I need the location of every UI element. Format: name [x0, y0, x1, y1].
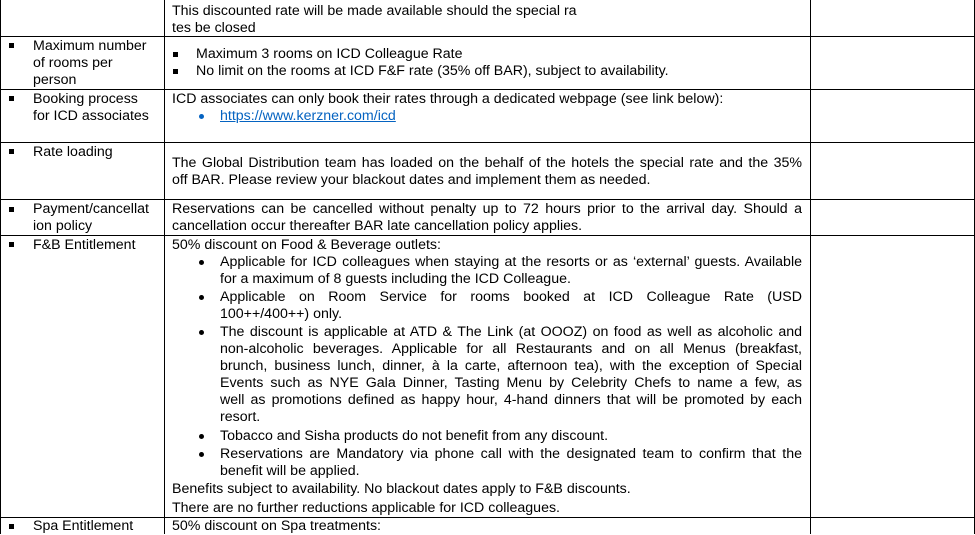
bullet-icon [9, 43, 14, 48]
row-label-line: of rooms per [33, 55, 113, 71]
list-item-line: brunch, business lunch, dinner, à la carte, afternoon tea), with the exception of Special [220, 358, 802, 374]
bullet-icon [199, 330, 204, 335]
row-divider [0, 199, 975, 200]
list-item-line: 100++/400++) only. [220, 306, 343, 322]
kerzner-icd-link[interactable]: https://www.kerzner.com/icd [220, 108, 396, 124]
bullet-icon [9, 149, 14, 154]
cell-text-line: Reservations can be cancelled without penalty up to 72 hours prior to the arrival day. Should a [172, 201, 802, 217]
cell-text-line: The Global Distribution team has loaded on the behalf of the hotels the special rate and the 35% [172, 155, 802, 171]
cell-footer-line: Benefits subject to availability. No blackout dates apply to F&B discounts. [172, 481, 631, 497]
row-divider [0, 89, 975, 90]
row-label: Rate loading [33, 144, 113, 160]
row-label-line: Payment/cancellat [33, 201, 149, 217]
row-label-line: ion policy [33, 218, 93, 234]
list-item-line: The discount is applicable at ATD & The Link (at OOOZ) on food as well as alcoholic and [220, 324, 802, 340]
row-label: Spa Entitlement [33, 518, 134, 534]
cell-footer-line: There are no further reductions applicable for ICD colleagues. [172, 500, 561, 516]
row-divider [0, 142, 975, 143]
bullet-icon [199, 260, 204, 265]
list-item-line: Events such as NYE Gala Dinner, Tasting Menu by Celebrity Chefs to name a few, as [220, 375, 802, 391]
list-item: Maximum 3 rooms on ICD Colleague Rate [196, 46, 463, 62]
bullet-icon [199, 452, 204, 457]
cell-text-line: cancellation occur thereafter BAR late cancellation policy applies. [172, 218, 583, 234]
row-label-line: Booking process [33, 91, 138, 107]
row-label-line: Maximum number [33, 38, 147, 54]
bullet-icon [199, 295, 204, 300]
column-divider-notes [810, 0, 811, 534]
bullet-icon [9, 524, 14, 529]
cell-text: ICD associates can only book their rates through a dedicated webpage (see link below): [172, 91, 724, 107]
column-divider-label [164, 0, 165, 534]
cell-text-line: This discounted rate will be made available should the special ra [172, 3, 577, 19]
bullet-icon [199, 434, 204, 439]
row-label-line: person [33, 72, 77, 88]
list-item-line: Reservations are Mandatory via phone call with the designated team to confirm that the [220, 446, 802, 462]
bullet-icon [9, 96, 14, 101]
link-bullet-icon [199, 114, 204, 119]
list-item: No limit on the rooms at ICD F&F rate (35% off BAR), subject to availability. [196, 63, 669, 79]
list-item-line: Applicable on Room Service for rooms booked at ICD Colleague Rate (USD [220, 289, 802, 305]
list-item-line: resort. [220, 409, 261, 425]
cell-text: 50% discount on Spa treatments: [172, 518, 381, 534]
list-item-line: Applicable for ICD colleagues when staying at the resorts or as ‘external’ guests. Available [220, 254, 802, 270]
bullet-icon [173, 52, 178, 57]
cell-text-line: tes be closed [172, 20, 256, 36]
row-divider [0, 36, 975, 37]
bullet-icon [9, 207, 14, 212]
table-border-left [0, 0, 1, 534]
list-item-line: benefit will be applied. [220, 463, 360, 479]
cell-text-line: off BAR. Please review your blackout dates and implement them as needed. [172, 172, 651, 188]
list-item-line: for a maximum of 8 guests including the ICD Colleague. [220, 271, 571, 287]
bullet-icon [173, 69, 178, 74]
cell-intro: 50% discount on Food & Beverage outlets: [172, 237, 441, 253]
list-item-line: non-alcoholic beverages. Applicable for all Restaurants and on all Menus (breakfast, [220, 341, 802, 357]
bullet-icon [9, 242, 14, 247]
list-item-line: Tobacco and Sisha products do not benefit from any discount. [220, 428, 609, 444]
row-label-line: for ICD associates [33, 108, 149, 124]
row-label: F&B Entitlement [33, 237, 136, 253]
list-item-line: well as promotions defined as happy hour, 4-hand dinners that will be promoted by each [220, 392, 802, 408]
